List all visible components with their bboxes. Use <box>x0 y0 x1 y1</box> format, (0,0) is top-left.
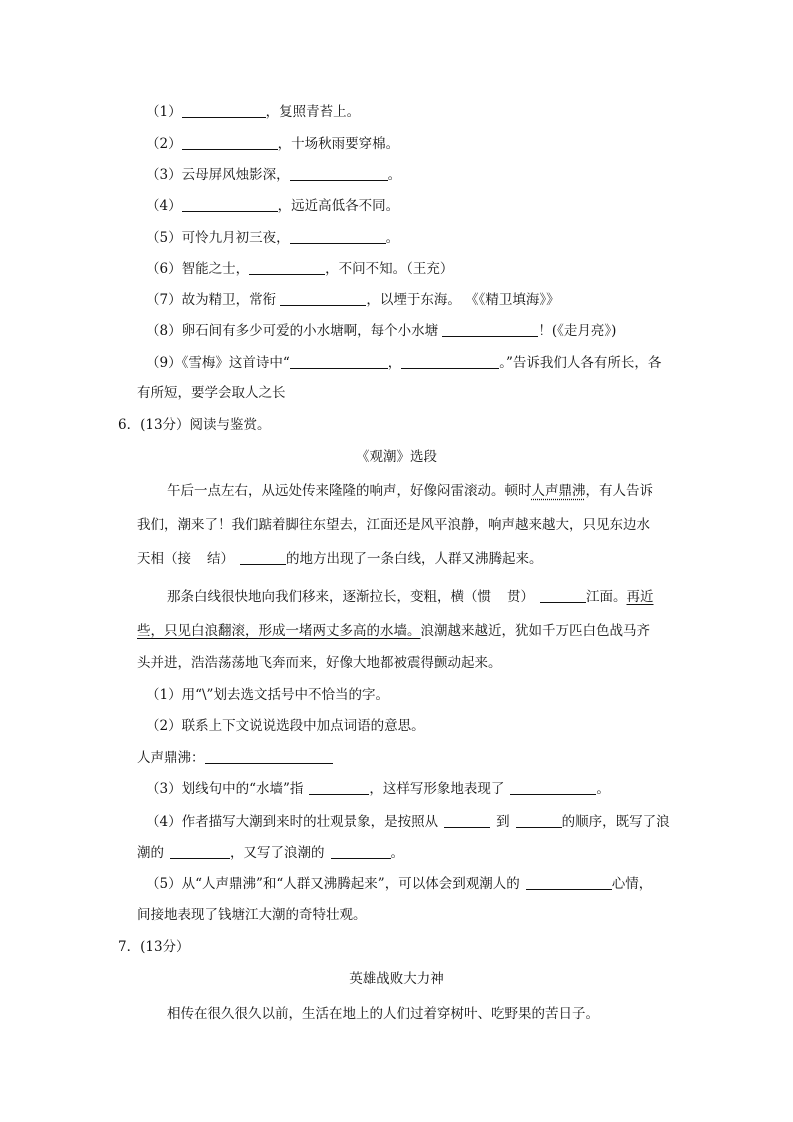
item-text: 卵石间有多少可爱的小水塘啊，每个小水塘 <box>181 323 443 339</box>
answer-blank[interactable] <box>182 197 278 212</box>
fill-in-item-9 <box>146 353 661 373</box>
question-7-header: 7．(13分） <box>118 939 190 955</box>
answer-blank[interactable] <box>249 260 325 275</box>
passage-paragraph-2-line-2: 些，只见白浪翻滚，形成一堵两丈多高的水墙。浪潮越来越近，犹如千万匹白色战马齐 <box>137 623 650 639</box>
fill-in-item-5 <box>146 228 399 248</box>
passage-paragraph-1-line-2: 我们，潮来了！我们踮着脚往东望去，江面还是风平浪静，响声越来越大，只见东边水 <box>137 517 650 533</box>
item-number: （9） <box>146 355 182 371</box>
passage-paragraph-1-line-3: 天相（接 结） 的地方出现了一条白线，人群又沸腾起来。 <box>137 551 543 567</box>
answer-blank[interactable] <box>182 103 266 118</box>
answer-blank[interactable] <box>280 291 366 306</box>
item-number: （1） <box>146 104 182 120</box>
answer-blank[interactable] <box>205 749 333 764</box>
item-text: ，远近高低各不同。 <box>277 198 400 214</box>
answer-blank[interactable] <box>240 550 286 565</box>
answer-blank[interactable] <box>331 844 391 859</box>
item-number: （5） <box>146 230 182 246</box>
item-text: ！(《走月亮》) <box>538 323 617 339</box>
fill-in-item-3 <box>146 165 401 185</box>
question-6-header: 6．(13分）阅读与鉴赏。 <box>118 417 271 433</box>
answer-blank[interactable] <box>309 780 369 795</box>
item-text: 智能之士， <box>181 261 250 277</box>
item-text: ，十场秋雨要穿棉。 <box>277 136 400 152</box>
item-number: （7） <box>146 292 182 308</box>
answer-blank[interactable] <box>526 875 612 890</box>
fill-in-item-8 <box>146 321 616 341</box>
passage-title: 《观潮》选段 <box>356 449 437 465</box>
underlined-sentence: 再近 <box>626 589 654 605</box>
answer-blank[interactable] <box>182 135 278 150</box>
subquestion-4: （4）作者描写大潮到来时的壮观景象，是按照从 到 的顺序，既写了浪 <box>146 814 670 830</box>
answer-blank[interactable] <box>170 844 230 859</box>
item-text: 。 <box>387 167 402 183</box>
item-text: 。 <box>385 230 400 246</box>
item-number: （8） <box>146 323 182 339</box>
passage-paragraph-2-line-3: 头并进，浩浩荡荡地飞奔而来，好像大地都被震得颤动起来。 <box>137 655 502 671</box>
item-text: ，不问不知。（王充） <box>325 261 454 277</box>
fill-in-item-6 <box>146 259 453 279</box>
item-number: （3） <box>146 167 182 183</box>
passage-paragraph-2-line-1: 那条白线很快地向我们移来，逐渐拉长，变粗，横（惯 贯） 江面。再近 <box>167 589 654 605</box>
item-text: ，以堙于东海。 《《精卫填海》》 <box>366 292 560 308</box>
answer-blank[interactable] <box>516 813 562 828</box>
answer-blank[interactable] <box>444 813 490 828</box>
fill-in-item-4 <box>146 196 399 216</box>
subquestion-2-answer: 人声鼎沸： <box>137 748 333 768</box>
item-text: 。”告诉我们人各有所长，各 <box>499 355 662 371</box>
item-text: 云母屏风烛影深， <box>181 167 290 183</box>
dotted-term: 人声鼎沸 <box>531 483 586 499</box>
item-text: ， <box>387 355 402 371</box>
subquestion-5-continued: 间接地表现了钱塘江大潮的奇特壮观。 <box>137 907 367 923</box>
fill-in-item-9-continued: 有所短，要学会取人之长 <box>137 385 286 401</box>
item-number: （6） <box>146 261 182 277</box>
answer-blank[interactable] <box>290 229 386 244</box>
subquestion-5: （5）从“人声鼎沸”和“人群又沸腾起来”，可以体会到观潮人的 心情， <box>146 876 653 892</box>
item-number: （4） <box>146 198 182 214</box>
answer-blank[interactable] <box>442 322 538 337</box>
item-number: （2） <box>146 136 182 152</box>
answer-blank[interactable] <box>290 166 388 181</box>
subquestion-4-continued: 潮的 ，又写了浪潮的 。 <box>137 845 404 861</box>
subquestion-3: （3）划线句中的“水墙”指 ，这样写形象地表现了 。 <box>146 781 610 797</box>
story-paragraph-1: 相传在很久很久以前，生活在地上的人们过着穿树叶、吃野果的苦日子。 <box>167 1006 599 1022</box>
passage-paragraph-1-line-1: 午后一点左右，从远处传来隆隆的响声，好像闷雷滚动。顿时人声鼎沸，有人告诉 <box>167 483 653 499</box>
story-title: 英雄战败大力神 <box>349 971 444 987</box>
item-text: ，复照青苔上。 <box>265 104 361 120</box>
answer-blank[interactable] <box>401 354 499 369</box>
fill-in-item-2 <box>146 134 399 154</box>
fill-in-item-7 <box>146 290 560 310</box>
answer-blank[interactable] <box>510 780 596 795</box>
answer-blank[interactable] <box>290 354 388 369</box>
item-text: 故为精卫，常衔 <box>181 292 281 308</box>
fill-in-item-1 <box>146 102 360 122</box>
subquestion-2: （2）联系上下文说说选段中加点词语的意思。 <box>146 718 425 734</box>
underlined-sentence: 些，只见白浪翻滚，形成一堵两丈多高的水墙。 <box>137 623 421 639</box>
item-text: 《雪梅》这首诗中“ <box>181 355 290 371</box>
answer-blank[interactable] <box>540 588 586 603</box>
item-text: 可怜九月初三夜， <box>181 230 290 246</box>
subquestion-1: （1）用“\”划去选文括号中不恰当的字。 <box>146 687 389 703</box>
